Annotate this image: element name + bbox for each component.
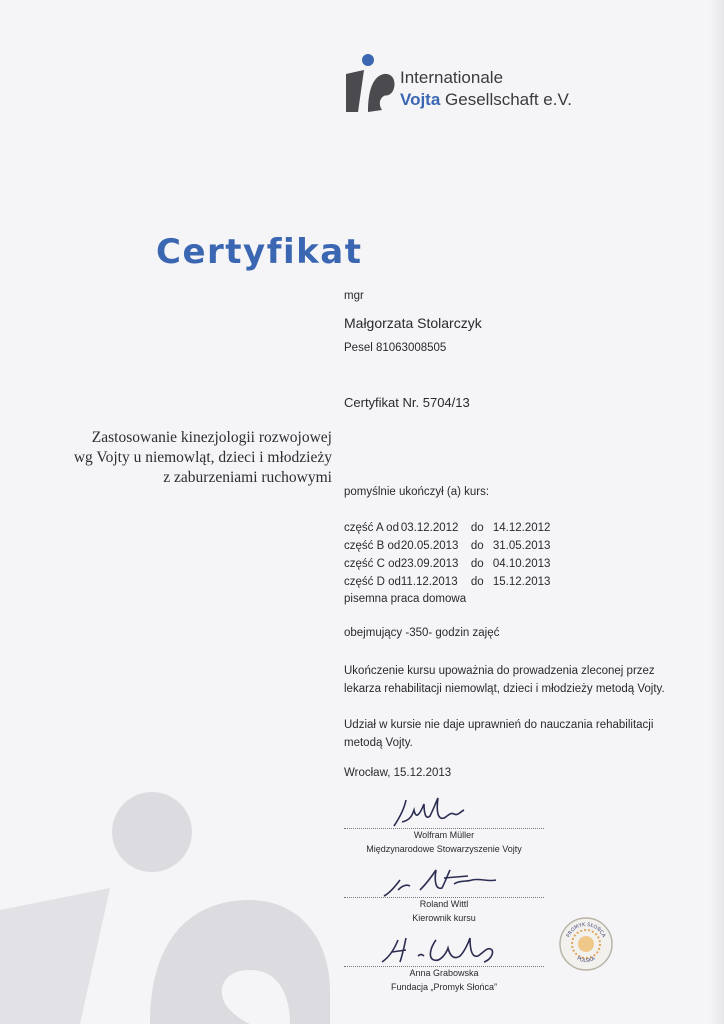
- logo-text-vojta: Vojta: [400, 90, 441, 109]
- watermark-logo-graphic: [0, 790, 330, 1024]
- certificate-title: Certyfikat: [156, 232, 363, 272]
- signatory-role: Międzynarodowe Stowarzyszenie Vojty: [366, 844, 522, 854]
- table-row: [344, 573, 550, 591]
- logo-text-gesellschaft: Gesellschaft e.V.: [440, 90, 572, 109]
- signature-mueller: [376, 790, 506, 830]
- part-to: do: [470, 558, 484, 570]
- part-label: część B od: [344, 540, 401, 552]
- part-end-date: 14.12.2012: [492, 522, 551, 534]
- part-to: do: [470, 540, 484, 552]
- recipient-prefix: mgr: [344, 290, 364, 302]
- foundation-stamp-icon: [558, 916, 614, 972]
- signature-line: [344, 966, 544, 967]
- signatory-role: Kierownik kursu: [412, 913, 476, 923]
- table-row: [344, 555, 550, 573]
- signature-block-2: [344, 897, 544, 924]
- part-end-date: 04.10.2013: [492, 558, 551, 570]
- part-label: część D od: [344, 576, 401, 588]
- part-to: do: [470, 576, 484, 588]
- page-edge-shadow: [710, 0, 724, 1024]
- signature-grabowska: [376, 928, 506, 968]
- signatory-name: Wolfram Müller: [413, 830, 475, 840]
- signature-line: [344, 828, 544, 829]
- part-end-date: 31.05.2013: [492, 540, 551, 552]
- course-title-line3: z zaburzeniami ruchowymi: [163, 469, 332, 486]
- signature-block-1: [344, 828, 544, 855]
- disclaimer-paragraph: Udział w kursie nie daje uprawnień do nauczania rehabilitacji metodą Vojty.: [344, 719, 654, 749]
- signatory-name: Anna Grabowska: [409, 968, 479, 978]
- signatory-name: Roland Wittl: [419, 899, 469, 909]
- part-start-date: 03.12.2012: [400, 522, 459, 534]
- course-title-line2: wg Vojty u niemowląt, dzieci i młodzieży: [73, 449, 332, 466]
- certificate-number: Certyfikat Nr. 5704/13: [344, 395, 470, 410]
- signature-line: [344, 897, 544, 898]
- vojta-logo-icon: [344, 52, 396, 114]
- recipient-name: Małgorzata Stolarczyk: [344, 315, 482, 331]
- course-title: [52, 428, 332, 488]
- part-start-date: 23.09.2013: [400, 558, 459, 570]
- part-start-date: 20.05.2013: [400, 540, 459, 552]
- hours-line: obejmujący -350- godzin zajęć: [344, 627, 500, 639]
- part-to: do: [470, 522, 484, 534]
- stamp-bottom-text: POLSKA: [575, 955, 597, 965]
- course-parts-table: [344, 519, 550, 591]
- part-end-date: 15.12.2013: [492, 576, 551, 588]
- part-start-date: 11.12.2013: [400, 576, 458, 588]
- signature-block-3: [344, 966, 544, 993]
- vojta-logo: [344, 52, 584, 116]
- homework-line: pisemna praca domowa: [344, 593, 467, 605]
- completed-label: pomyślnie ukończył (a) kurs:: [344, 486, 490, 498]
- recipient-pesel: Pesel 81063008505: [344, 342, 447, 354]
- logo-text-line1: Internationale: [400, 68, 504, 87]
- stamp-top-text: PROMYK SŁOŃCA: [565, 921, 607, 939]
- table-row: [344, 537, 550, 555]
- part-label: część C od: [344, 558, 401, 570]
- signatory-role: Fundacja „Promyk Słońca”: [390, 982, 498, 992]
- place-and-date: Wrocław, 15.12.2013: [344, 767, 452, 779]
- logo-text-line2: [400, 90, 572, 110]
- table-row: [344, 519, 550, 537]
- course-title-line1: Zastosowanie kinezjologii rozwojowej: [91, 429, 332, 446]
- part-label: część A od: [344, 522, 399, 534]
- authorization-paragraph: Ukończenie kursu upoważnia do prowadzenia zleconej przez lekarza rehabilitacji niemowląt, dzieci i młodzieży metodą Vojty.: [344, 665, 665, 695]
- signature-wittl: [376, 860, 506, 900]
